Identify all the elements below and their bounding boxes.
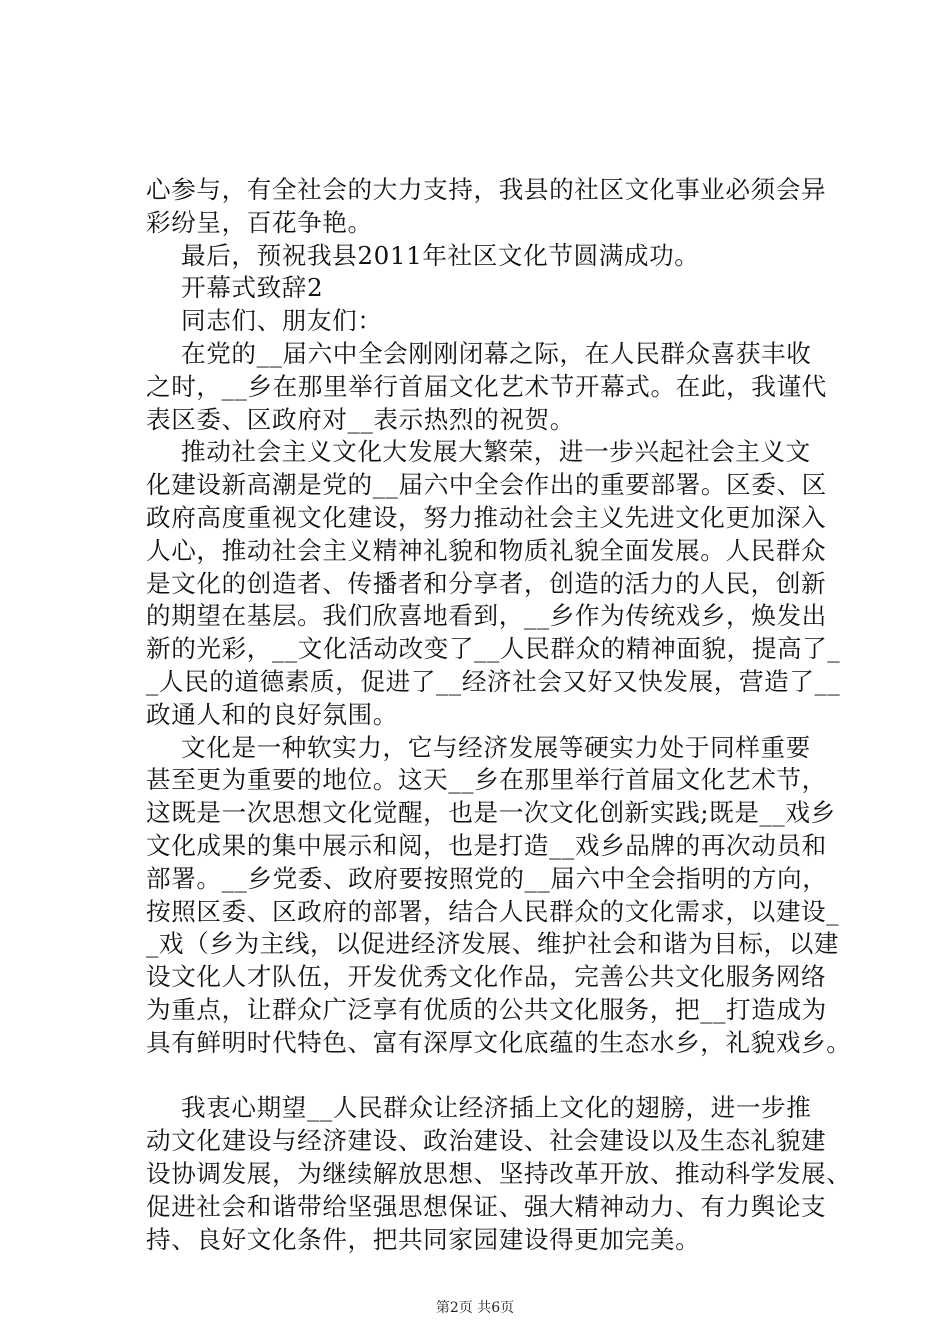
- text-line: 是文化的创造者、传播者和分享者，创造的活力的人民，创新: [146, 568, 827, 598]
- text-line: 按照区委、区政府的部署，结合人民群众的文化需求，以建设_: [146, 896, 840, 926]
- text-line: 设文化人才队伍，开发优秀文化作品，完善公共文化服务网络: [146, 962, 827, 992]
- text-line: 动文化建设与经济建设、政治建设、社会建设以及生态礼貌建: [146, 1126, 827, 1156]
- text-line: 心参与，有全社会的大力支持，我县的社区文化事业必须会异: [146, 175, 827, 204]
- document-body: [146, 174, 852, 1256]
- page-number-label: 第2页 共6页: [435, 1300, 515, 1316]
- text-line: 最后，预祝我县2011年社区文化节圆满成功。: [181, 240, 700, 270]
- text-line: 促进社会和谐带给坚强思想保证、强大精神动力、有力舆论支: [146, 1191, 827, 1221]
- text-line: 新的光彩，__文化活动改变了__人民群众的精神面貌，提高了_: [146, 634, 841, 664]
- text-line: 开幕式致辞2: [181, 273, 324, 303]
- text-line: 部署。__乡党委、政府要按照党的__届六中全会指明的方向，: [146, 863, 828, 893]
- text-line: 政府高度重视文化建设，努力推动社会主义先进文化更加深入: [146, 502, 827, 532]
- text-line: 推动社会主义文化大发展大繁荣，进一步兴起社会主义文: [181, 437, 811, 467]
- text-line: 人心，推动社会主义精神礼貌和物质礼貌全面发展。人民群众: [146, 535, 827, 565]
- text-line: 文化是一种软实力，它与经济发展等硬实力处于同样重要: [181, 732, 811, 762]
- text-line: 同志们、朋友们：: [181, 306, 383, 336]
- text-line: 甚至更为重要的地位。这天__乡在那里举行首届文化艺术节，: [146, 765, 827, 795]
- text-line: 这既是一次思想文化觉醒，也是一次文化创新实践;既是__戏乡: [146, 798, 836, 828]
- blank-line: [146, 1060, 832, 1093]
- text-line: 政通人和的良好氛围。: [146, 699, 398, 729]
- text-line: _戏（乡为主线，以促进经济发展、维护社会和谐为目标，以建: [146, 929, 840, 959]
- text-line: 之时，__乡在那里举行首届文化艺术节开幕式。在此，我谨代: [146, 371, 827, 401]
- text-line: 我衷心期望__人民群众让经济插上文化的翅膀，进一步推: [181, 1093, 812, 1123]
- text-line: 在党的__届六中全会刚刚闭幕之际，在人民群众喜获丰收: [181, 338, 812, 368]
- text-line: 化建设新高潮是党的__届六中全会作出的重要部署。区委、区: [146, 470, 827, 500]
- text-line: 表区委、区政府对__表示热烈的祝贺。: [146, 404, 575, 434]
- text-line: 文化成果的集中展示和阅，也是打造__戏乡品牌的再次动员和: [146, 830, 827, 860]
- text-line: 的期望在基层。我们欣喜地看到，__乡作为传统戏乡，焕发出: [146, 601, 827, 631]
- text-line: _人民的道德素质，促进了__经济社会又好又快发展，营造了__: [146, 666, 841, 696]
- text-line: 具有鲜明时代特色、富有深厚文化底蕴的生态水乡，礼貌戏乡。: [146, 1027, 852, 1057]
- text-line: 彩纷呈，百花争艳。: [146, 207, 373, 237]
- page-footer: [0, 1298, 950, 1318]
- text-line: 设协调发展，为继续解放思想、坚持改革开放、推动科学发展、: [146, 1158, 852, 1188]
- text-line: 持、良好文化条件，把共同家园建设得更加完美。: [146, 1224, 701, 1254]
- text-line: 为重点，让群众广泛享有优质的公共文化服务，把__打造成为: [146, 994, 827, 1024]
